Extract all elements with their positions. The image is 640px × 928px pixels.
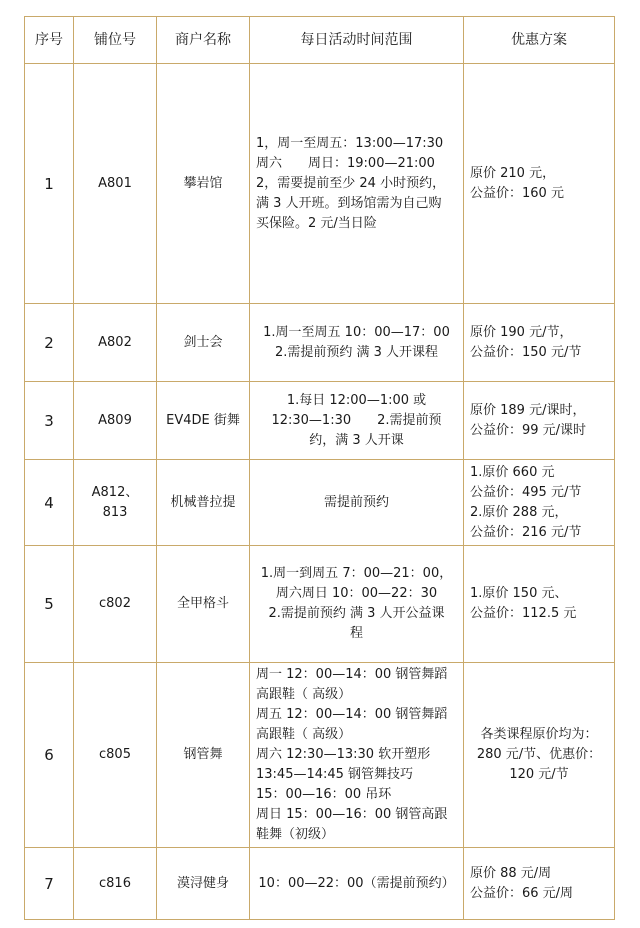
row-offer <box>464 460 615 546</box>
schedule-line: 15：00—16：00 吊环 <box>256 787 392 802</box>
row-merchant: 剑士会 <box>157 304 250 382</box>
row-merchant: 攀岩馆 <box>157 64 250 304</box>
row-offer <box>464 382 615 460</box>
row-merchant: 全甲格斗 <box>157 546 250 663</box>
offer-line: 原价 190 元/节， <box>470 324 573 340</box>
schedule-line: 周五 12：00—14：00 钢管舞蹈 <box>256 707 448 722</box>
schedule-line: 2.需提前预约 满 3 人开公益课 <box>268 606 445 621</box>
row-index: 2 <box>25 304 74 382</box>
offer-line: 原价 88 元/周 <box>470 865 552 881</box>
table-header-row <box>25 17 615 64</box>
schedule-line: 周六周日 10：00—22：30 <box>275 586 438 601</box>
schedule-line: 周六 12:30—13:30 软开塑形 <box>256 747 431 762</box>
table-row <box>25 663 615 848</box>
header-schedule: 每日活动时间范围 <box>250 17 464 64</box>
offer-line: 1.原价 150 元、 <box>470 586 568 601</box>
row-offer <box>464 546 615 663</box>
header-merchant: 商户名称 <box>157 17 250 64</box>
row-offer <box>464 663 615 848</box>
schedule-line: 周一 12：00—14：00 钢管舞蹈 <box>256 667 448 682</box>
schedule-line: 鞋舞（初级） <box>256 827 335 842</box>
row-schedule <box>250 304 464 382</box>
header-index: 序号 <box>25 17 74 64</box>
offer-line: 2.原价 288 元， <box>470 504 568 520</box>
schedule-line: 10：00—22：00（需提前预约） <box>258 875 455 891</box>
schedule-line: 高跟鞋（ 高级） <box>256 727 352 742</box>
table-row <box>25 546 615 663</box>
offer-line: 公益价：216 元/节 <box>470 524 582 540</box>
row-index: 1 <box>25 64 74 304</box>
schedule-line: 2，需要提前至少 24 小时预约， <box>256 175 446 191</box>
row-index: 4 <box>25 460 74 546</box>
offer-line: 公益价：160 元 <box>470 185 564 201</box>
schedule-line: 1.周一至周五 10：00—17：00 <box>263 324 450 340</box>
offer-line: 公益价：150 元/节 <box>470 344 582 360</box>
schedule-line: 满 3 人开班。到场馆需为自己购 <box>256 195 442 211</box>
schedule-line: 周六 周日：19:00—21:00 <box>256 155 435 171</box>
schedule-line: 2.需提前预约 满 3 人开课程 <box>274 344 439 360</box>
row-offer <box>464 848 615 920</box>
table-row <box>25 848 615 920</box>
row-merchant: 机械普拉提 <box>157 460 250 546</box>
offer-line: 120 元/节 <box>509 767 569 782</box>
header-offer: 优惠方案 <box>464 17 615 64</box>
table-row <box>25 304 615 382</box>
row-schedule <box>250 460 464 546</box>
row-index: 6 <box>25 663 74 848</box>
row-index: 3 <box>25 382 74 460</box>
row-offer <box>464 64 615 304</box>
row-schedule <box>250 663 464 848</box>
schedule-line: 约，满 3 人开课 <box>309 432 404 448</box>
schedule-line: 12:30—1:30 2.需提前预 <box>271 412 442 428</box>
row-index: 5 <box>25 546 74 663</box>
row-unit: A809 <box>74 382 157 460</box>
schedule-line: 需提前预约 <box>323 494 389 510</box>
offer-line: 280 元/节、优惠价： <box>476 747 602 762</box>
row-offer <box>464 304 615 382</box>
row-unit: A812、813 <box>74 460 157 546</box>
row-unit: A801 <box>74 64 157 304</box>
row-unit: c816 <box>74 848 157 920</box>
row-unit: c802 <box>74 546 157 663</box>
row-schedule <box>250 546 464 663</box>
merchant-deals-table <box>24 16 615 920</box>
row-unit: c805 <box>74 663 157 848</box>
row-index: 7 <box>25 848 74 920</box>
row-schedule <box>250 382 464 460</box>
schedule-line: 程 <box>349 626 363 641</box>
schedule-line: 13:45—14:45 钢管舞技巧 <box>256 767 414 782</box>
schedule-line: 1，周一至周五：13:00—17:30 <box>256 135 444 151</box>
schedule-line: 买保险。2 元/当日险 <box>256 215 377 231</box>
schedule-line: 高跟鞋（ 高级） <box>256 687 352 702</box>
row-unit: A802 <box>74 304 157 382</box>
offer-line: 公益价：495 元/节 <box>470 484 582 500</box>
offer-line: 公益价：112.5 元 <box>470 606 577 621</box>
offer-line: 原价 210 元， <box>470 165 556 181</box>
offer-line: 公益价：99 元/课时 <box>470 422 587 438</box>
table-row <box>25 460 615 546</box>
row-merchant: 钢管舞 <box>157 663 250 848</box>
table-row <box>25 382 615 460</box>
schedule-line: 1.每日 12:00—1:00 或 <box>286 392 427 408</box>
row-merchant: 漠浔健身 <box>157 848 250 920</box>
schedule-line: 1.周一到周五 7：00—21：00， <box>260 566 453 581</box>
offer-line: 原价 189 元/课时， <box>470 402 586 418</box>
row-schedule <box>250 848 464 920</box>
row-merchant: EV4DE 街舞 <box>157 382 250 460</box>
offer-line: 公益价：66 元/周 <box>470 885 574 901</box>
row-schedule <box>250 64 464 304</box>
schedule-line: 周日 15：00—16：00 钢管高跟 <box>256 807 448 822</box>
table-row <box>25 64 615 304</box>
offer-line: 1.原价 660 元 <box>470 464 555 480</box>
offer-line: 各类课程原价均为： <box>480 727 598 742</box>
header-unit: 铺位号 <box>74 17 157 64</box>
